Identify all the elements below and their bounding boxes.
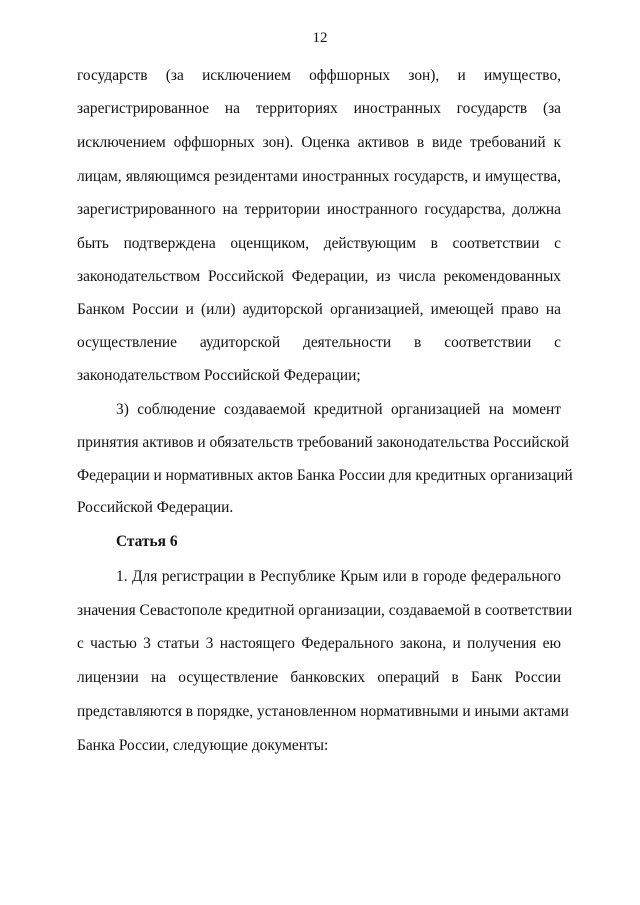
- text-line: зарегистрированного на территории иностранного государства, должна: [77, 201, 561, 218]
- text-line: 3) соблюдение создаваемой кредитной организацией на момент: [116, 401, 561, 418]
- text-line: Банком России и (или) аудиторской организацией, имеющей право на: [77, 301, 561, 318]
- text-line: государств (за исключением оффшорных зон), и имущество,: [77, 67, 561, 84]
- page-number: 12: [312, 30, 328, 46]
- text-line: лицензии на осуществление банковских операций в Банк России: [77, 669, 561, 686]
- text-line: с частью 3 статьи 3 настоящего Федерального закона, и получения ею: [77, 635, 561, 652]
- text-line: принятия активов и обязательств требований законодательства Российской: [77, 434, 570, 451]
- text-line: 1. Для регистрации в Республике Крым или в городе федерального: [116, 568, 561, 585]
- text-line: зарегистрированное на территориях иностранных государств (за: [77, 100, 561, 117]
- text-line: осуществление аудиторской деятельности в соответствии с: [77, 334, 561, 351]
- text-line: быть подтверждена оценщиком, действующим в соответствии с: [77, 235, 561, 252]
- text-line: Банка России, следующие документы:: [77, 737, 329, 754]
- text-line: исключением оффшорных зон). Оценка активов в виде требований к: [77, 134, 561, 151]
- article-heading: Статья 6: [116, 533, 178, 550]
- text-line: законодательством Российской Федерации;: [77, 367, 361, 384]
- text-line: законодательством Российской Федерации, из числа рекомендованных: [77, 268, 561, 285]
- text-line: представляются в порядке, установленном нормативными и иными актами: [77, 703, 569, 720]
- text-line: значения Севастополе кредитной организации, создаваемой в соответствии: [77, 602, 573, 619]
- text-line: Российской Федерации.: [77, 499, 234, 516]
- text-line: лицам, являющимся резидентами иностранных государств, и имущества,: [77, 168, 561, 185]
- text-line: Федерации и нормативных актов Банка России для кредитных организаций: [77, 467, 573, 484]
